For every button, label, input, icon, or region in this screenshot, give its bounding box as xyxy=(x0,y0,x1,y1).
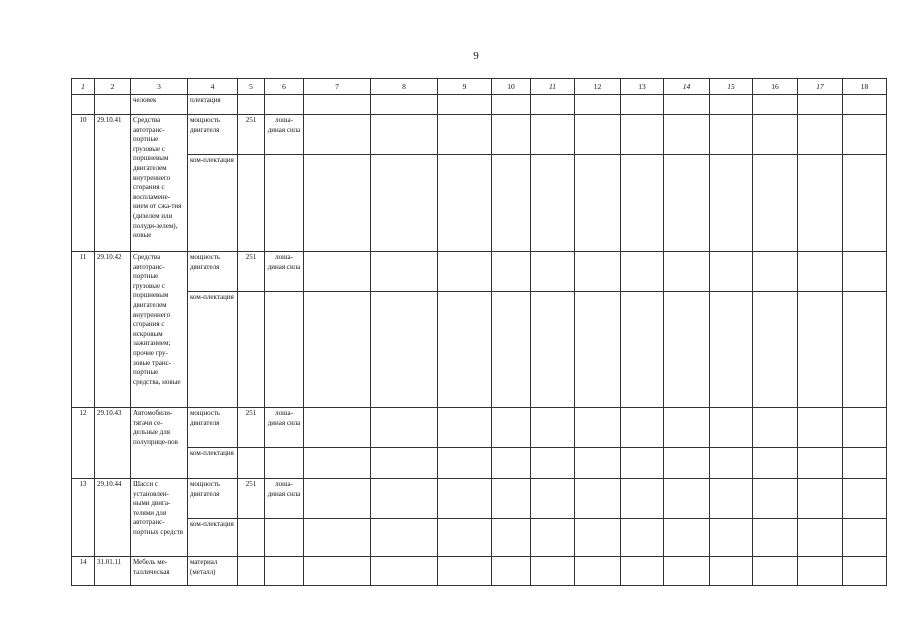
attribute-cell: мощность двигателя xyxy=(188,408,238,448)
col-header: 8 xyxy=(371,79,438,95)
attribute-cell: материал (металл) xyxy=(188,557,238,586)
row-number: 12 xyxy=(72,408,95,479)
procurement-table xyxy=(71,78,887,586)
col-header: 14 xyxy=(664,79,710,95)
attribute-cell: плектация xyxy=(188,95,238,115)
attribute-cell: мощность двигателя xyxy=(188,479,238,519)
col-header: 11 xyxy=(531,79,575,95)
col-header: 9 xyxy=(438,79,492,95)
item-name: Мебель ме-таллическая xyxy=(131,557,188,586)
col-header: 1 xyxy=(72,79,95,95)
item-name: Шасси с установлен-ными двига-телями для автотранс-портных средств xyxy=(131,479,188,557)
col-header: 15 xyxy=(710,79,753,95)
okpd-code: 29.10.42 xyxy=(95,252,131,408)
attribute-cell: ком-плектация xyxy=(188,448,238,479)
attribute-cell: ком-плектация xyxy=(188,519,238,557)
col-header: 18 xyxy=(843,79,887,95)
col-header: 5 xyxy=(238,79,265,95)
unit-name: лоша-диная сила xyxy=(265,115,304,155)
item-name: человек xyxy=(131,95,188,115)
okpd-code: 29.10.44 xyxy=(95,479,131,557)
okpd-code: 31.01.11 xyxy=(95,557,131,586)
item-name: Средства автотранс-портные грузовые с поршневым двигателем внутреннего сгорания с искровым зажиганием; прочие гру-зовые транс-портные средства, новые xyxy=(131,252,188,408)
row-number: 11 xyxy=(72,252,95,408)
okpd-code: 29.10.43 xyxy=(95,408,131,479)
table-row xyxy=(72,408,887,448)
attribute-cell: ком-плектация xyxy=(188,292,238,408)
attribute-cell: мощность двигателя xyxy=(188,252,238,292)
page-number: 9 xyxy=(473,50,479,62)
unit-code: 251 xyxy=(238,479,265,519)
item-name: Средства автотранс-портные грузовые с поршневым двигателем внутреннего сгорания с воспламене-нием от сжа-тия (дизелем или полуди-зелем), новые xyxy=(131,115,188,252)
table-row xyxy=(72,292,887,408)
okpd-code: 29.10.41 xyxy=(95,115,131,252)
item-name: Автомобили-тягачи се-дельные для полуприце-пов xyxy=(131,408,188,479)
table-row xyxy=(72,519,887,557)
col-header: 12 xyxy=(575,79,621,95)
col-header: 10 xyxy=(492,79,531,95)
column-number-row xyxy=(72,79,887,95)
unit-code: 251 xyxy=(238,252,265,292)
col-header: 13 xyxy=(621,79,664,95)
unit-name: лоша-диная сила xyxy=(265,408,304,448)
table-row xyxy=(72,479,887,519)
row-number: 13 xyxy=(72,479,95,557)
col-header: 4 xyxy=(188,79,238,95)
table-row xyxy=(72,448,887,479)
table-row xyxy=(72,115,887,155)
col-header: 3 xyxy=(131,79,188,95)
unit-code: 251 xyxy=(238,408,265,448)
unit-name: лоша-диная сила xyxy=(265,479,304,519)
col-header: 2 xyxy=(95,79,131,95)
table-row xyxy=(72,557,887,586)
row-number: 14 xyxy=(72,557,95,586)
table-row xyxy=(72,252,887,292)
table-row xyxy=(72,155,887,252)
continuation-row xyxy=(72,95,887,115)
attribute-cell: ком-плектация xyxy=(188,155,238,252)
col-header: 7 xyxy=(304,79,371,95)
col-header: 16 xyxy=(753,79,798,95)
attribute-cell: мощность двигателя xyxy=(188,115,238,155)
col-header: 6 xyxy=(265,79,304,95)
col-header: 17 xyxy=(798,79,843,95)
unit-name: лоша-диная сила xyxy=(265,252,304,292)
unit-code: 251 xyxy=(238,115,265,155)
row-number: 10 xyxy=(72,115,95,252)
